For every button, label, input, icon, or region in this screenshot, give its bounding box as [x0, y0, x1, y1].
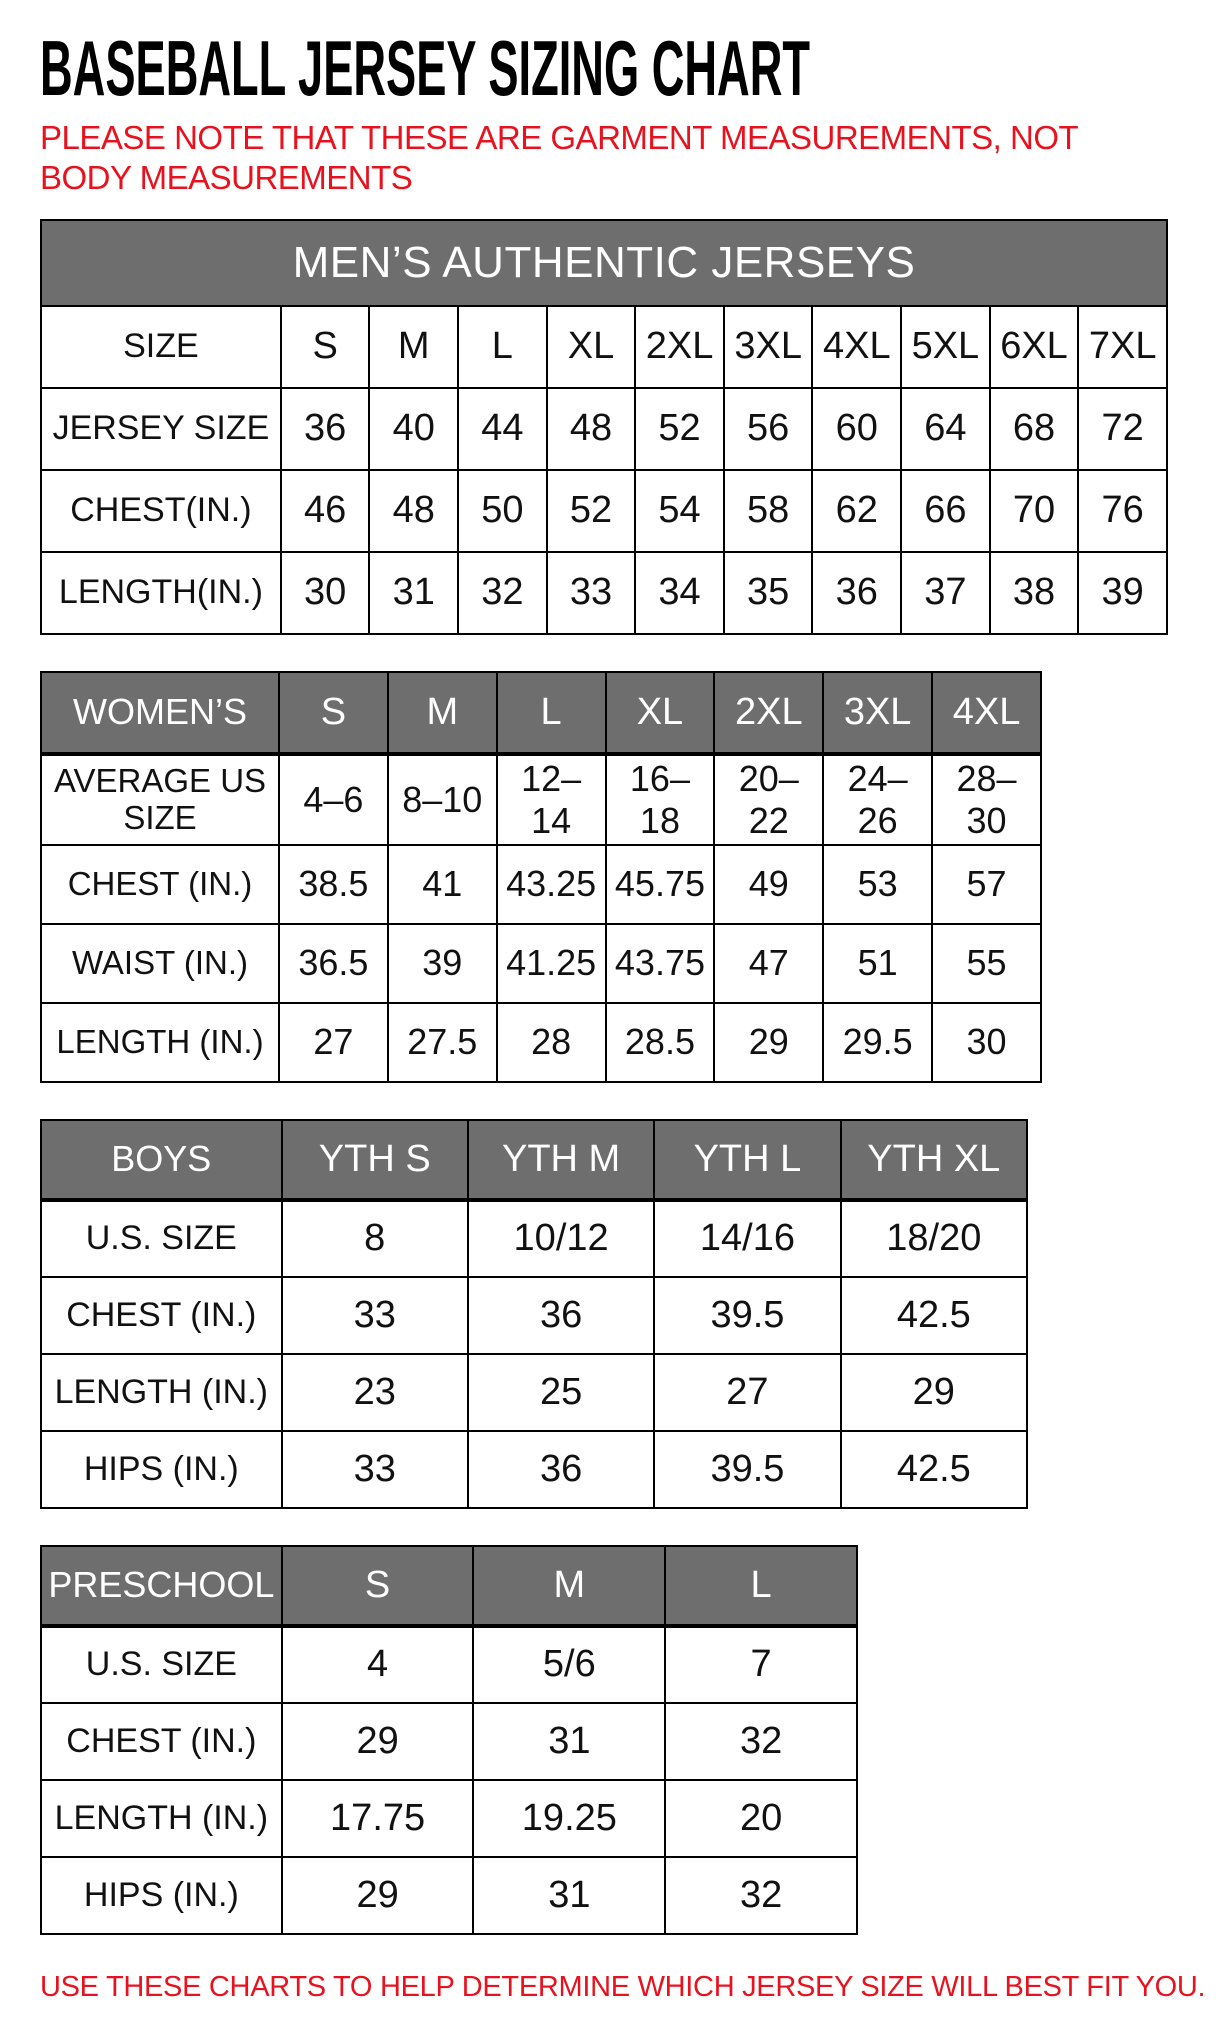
preschool-table-row: [41, 1626, 857, 1703]
cell: 36: [468, 1277, 654, 1354]
cell: 29: [282, 1703, 474, 1780]
cell: 55: [932, 924, 1041, 1003]
cell: 5/6: [473, 1626, 665, 1703]
cell: 36: [812, 552, 901, 634]
preschool-column-header: M: [473, 1546, 665, 1626]
row-label: LENGTH (IN.): [41, 1003, 279, 1082]
cell: 19.25: [473, 1780, 665, 1857]
cell: 48: [369, 470, 458, 552]
cell: 39: [1078, 552, 1167, 634]
cell: 4: [282, 1626, 474, 1703]
garment-measurement-note: PLEASE NOTE THAT THESE ARE GARMENT MEASUREMENTS, NOT BODY MEASUREMENTS: [40, 119, 1078, 197]
cell: 72: [1078, 388, 1167, 470]
boys-corner-header: BOYS: [41, 1120, 282, 1200]
cell: 38.5: [279, 845, 388, 924]
mens-authentic-jerseys-column-header: M: [369, 306, 458, 388]
row-label: HIPS (IN.): [41, 1857, 282, 1934]
cell: 76: [1078, 470, 1167, 552]
footer-note: USE THESE CHARTS TO HELP DETERMINE WHICH JERSEY SIZE WILL BEST FIT YOU.: [40, 1970, 1206, 2003]
cell: 57: [932, 845, 1041, 924]
cell: 37: [901, 552, 990, 634]
cell: 36: [281, 388, 370, 470]
cell: 32: [665, 1857, 857, 1934]
cell: 41: [388, 845, 497, 924]
mens-authentic-jerseys-table-row: [41, 552, 1167, 634]
womens-column-header: XL: [606, 672, 715, 754]
cell: 53: [823, 845, 932, 924]
row-label: LENGTH (IN.): [41, 1780, 282, 1857]
preschool-header-row: [41, 1546, 857, 1626]
cell: 60: [812, 388, 901, 470]
cell: 29.5: [823, 1003, 932, 1082]
womens-table-row: [41, 924, 1041, 1003]
row-label: AVERAGE US SIZE: [41, 754, 279, 845]
cell: 30: [281, 552, 370, 634]
preschool-table-row: [41, 1703, 857, 1780]
cell: 38: [990, 552, 1079, 634]
row-label: U.S. SIZE: [41, 1200, 282, 1277]
cell: 4–6: [279, 754, 388, 845]
row-label: LENGTH(IN.): [41, 552, 281, 634]
boys-column-header: YTH L: [654, 1120, 840, 1200]
cell: 47: [714, 924, 823, 1003]
mens-authentic-jerseys-table-title: MEN’S AUTHENTIC JERSEYS: [41, 220, 1167, 306]
preschool-corner-header: PRESCHOOL: [41, 1546, 282, 1626]
cell: 56: [724, 388, 813, 470]
cell: 32: [665, 1703, 857, 1780]
row-label: JERSEY SIZE: [41, 388, 281, 470]
mens-sizing-table: [40, 219, 1168, 635]
womens-column-header: 3XL: [823, 672, 932, 754]
cell: 58: [724, 470, 813, 552]
womens-column-header: 2XL: [714, 672, 823, 754]
cell: 43.75: [606, 924, 715, 1003]
cell: 48: [547, 388, 636, 470]
cell: 28–30: [932, 754, 1041, 845]
mens-authentic-jerseys-column-header: 6XL: [990, 306, 1079, 388]
cell: 18/20: [841, 1200, 1027, 1277]
cell: 33: [282, 1431, 468, 1508]
cell: 31: [473, 1857, 665, 1934]
mens-authentic-jerseys-column-header: S: [281, 306, 370, 388]
womens-header-row: [41, 672, 1041, 754]
preschool-column-header: S: [282, 1546, 474, 1626]
cell: 39.5: [654, 1277, 840, 1354]
cell: 20–22: [714, 754, 823, 845]
cell: 10/12: [468, 1200, 654, 1277]
boys-header-row: [41, 1120, 1027, 1200]
mens-authentic-jerseys-column-header: 7XL: [1078, 306, 1167, 388]
womens-table-row: [41, 754, 1041, 845]
boys-sizing-table: [40, 1119, 1028, 1509]
boys-table-row: [41, 1277, 1027, 1354]
row-label: LENGTH (IN.): [41, 1354, 282, 1431]
cell: 27: [654, 1354, 840, 1431]
cell: 28: [497, 1003, 606, 1082]
cell: 45.75: [606, 845, 715, 924]
cell: 29: [282, 1857, 474, 1934]
cell: 70: [990, 470, 1079, 552]
cell: 54: [635, 470, 724, 552]
cell: 25: [468, 1354, 654, 1431]
mens-authentic-jerseys-column-header: 3XL: [724, 306, 813, 388]
row-label: CHEST (IN.): [41, 1703, 282, 1780]
boys-table-row: [41, 1431, 1027, 1508]
cell: 7: [665, 1626, 857, 1703]
womens-sizing-table: [40, 671, 1042, 1083]
womens-table-row: [41, 1003, 1041, 1082]
cell: 33: [547, 552, 636, 634]
boys-table-row: [41, 1354, 1027, 1431]
cell: 39.5: [654, 1431, 840, 1508]
cell: 16–18: [606, 754, 715, 845]
mens-authentic-jerseys-column-header: 5XL: [901, 306, 990, 388]
preschool-column-header: L: [665, 1546, 857, 1626]
boys-column-header: YTH S: [282, 1120, 468, 1200]
mens-authentic-jerseys-title-row: [41, 220, 1167, 306]
womens-table-row: [41, 845, 1041, 924]
cell: 68: [990, 388, 1079, 470]
cell: 52: [635, 388, 724, 470]
mens-authentic-jerseys-header-row: [41, 306, 1167, 388]
cell: 41.25: [497, 924, 606, 1003]
row-label: WAIST (IN.): [41, 924, 279, 1003]
boys-column-header: YTH XL: [841, 1120, 1027, 1200]
cell: 24–26: [823, 754, 932, 845]
mens-authentic-jerseys-table-row: [41, 470, 1167, 552]
cell: 12–14: [497, 754, 606, 845]
cell: 28.5: [606, 1003, 715, 1082]
mens-authentic-jerseys-column-header: 4XL: [812, 306, 901, 388]
cell: 17.75: [282, 1780, 474, 1857]
cell: 34: [635, 552, 724, 634]
preschool-sizing-table: [40, 1545, 858, 1935]
mens-authentic-jerseys-column-header: 2XL: [635, 306, 724, 388]
cell: 31: [369, 552, 458, 634]
cell: 33: [282, 1277, 468, 1354]
cell: 51: [823, 924, 932, 1003]
cell: 31: [473, 1703, 665, 1780]
cell: 39: [388, 924, 497, 1003]
preschool-table-row: [41, 1780, 857, 1857]
cell: 42.5: [841, 1277, 1027, 1354]
page-title-text: BASEBALL JERSEY SIZING CHART: [40, 24, 811, 112]
cell: 52: [547, 470, 636, 552]
page-title: [40, 22, 1180, 114]
cell: 64: [901, 388, 990, 470]
cell: 43.25: [497, 845, 606, 924]
cell: 49: [714, 845, 823, 924]
boys-table-row: [41, 1200, 1027, 1277]
cell: 62: [812, 470, 901, 552]
mens-authentic-jerseys-column-header: XL: [547, 306, 636, 388]
cell: 20: [665, 1780, 857, 1857]
cell: 36: [468, 1431, 654, 1508]
cell: 36.5: [279, 924, 388, 1003]
cell: 8–10: [388, 754, 497, 845]
womens-column-header: S: [279, 672, 388, 754]
cell: 14/16: [654, 1200, 840, 1277]
row-label: CHEST (IN.): [41, 1277, 282, 1354]
cell: 30: [932, 1003, 1041, 1082]
cell: 27: [279, 1003, 388, 1082]
womens-corner-header: WOMEN’S: [41, 672, 279, 754]
cell: 42.5: [841, 1431, 1027, 1508]
cell: 8: [282, 1200, 468, 1277]
row-label: CHEST(IN.): [41, 470, 281, 552]
womens-column-header: L: [497, 672, 606, 754]
cell: 40: [369, 388, 458, 470]
cell: 50: [458, 470, 547, 552]
row-label: HIPS (IN.): [41, 1431, 282, 1508]
preschool-table-row: [41, 1857, 857, 1934]
womens-column-header: M: [388, 672, 497, 754]
cell: 32: [458, 552, 547, 634]
cell: 23: [282, 1354, 468, 1431]
cell: 66: [901, 470, 990, 552]
cell: 27.5: [388, 1003, 497, 1082]
womens-column-header: 4XL: [932, 672, 1041, 754]
mens-authentic-jerseys-corner-header: SIZE: [41, 306, 281, 388]
row-label: U.S. SIZE: [41, 1626, 282, 1703]
cell: 35: [724, 552, 813, 634]
cell: 44: [458, 388, 547, 470]
cell: 29: [841, 1354, 1027, 1431]
row-label: CHEST (IN.): [41, 845, 279, 924]
cell: 29: [714, 1003, 823, 1082]
boys-column-header: YTH M: [468, 1120, 654, 1200]
mens-authentic-jerseys-table-row: [41, 388, 1167, 470]
mens-authentic-jerseys-column-header: L: [458, 306, 547, 388]
cell: 46: [281, 470, 370, 552]
